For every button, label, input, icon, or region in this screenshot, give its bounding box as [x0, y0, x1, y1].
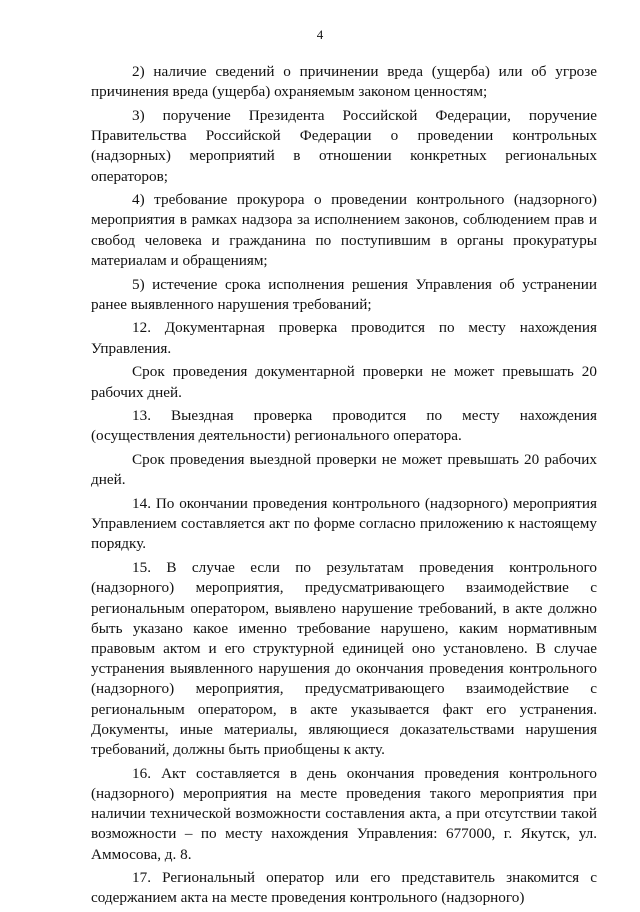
paragraph-item-3: 3) поручение Президента Российской Федерации, поручение Правительства Российской Федерации о проведении контрольных (надзорных) мероприятий в отношении конкретных региональных операторов; [91, 106, 597, 185]
paragraph-clause-16: 16. Акт составляется в день окончания проведения контрольного (надзорного) мероприятия на месте проведения такого мероприятия при наличии технической возможности составления акта, а при отсутствии такой возможности – по месту нахождения Управления: 677000, г. Якутск, ул. Аммосова, д. 8. [91, 764, 597, 863]
paragraph-item-2: 2) наличие сведений о причинении вреда (ущерба) или об угрозе причинения вреда (ущерба) охраняемым законом ценностям; [91, 63, 597, 101]
paragraph-clause-15: 15. В случае если по результатам проведения контрольного (надзорного) мероприятия, предусматривающего взаимодействие с региональным оператором, выявлено нарушение требований, в акте должно быть указано какое именно требование нарушено, каким нормативным правовым актом и его структурной единицей оно установлено. В случае устранения выявленного нарушения до окончания проведения контрольного (надзорного) мероприятия, предусматривающего взаимодействие с региональным оператором, в акте указывается факт его устранения. Документы, иные материалы, являющиеся доказательствами нарушения требований, должны быть приобщены к акту. [91, 559, 597, 758]
paragraph-clause-17: 17. Региональный оператор или его представитель знакомится с содержанием акта на месте проведения контрольного (надзорного) [91, 869, 597, 907]
paragraph-item-5: 5) истечение срока исполнения решения Управления об устранении ранее выявленного нарушения требований; [91, 275, 597, 313]
page-number: 4 [316, 27, 324, 42]
paragraph-item-4: 4) требование прокурора о проведении контрольного (надзорного) мероприятия в рамках надзора за исполнением законов, соблюдением прав и свобод человека и гражданина по поступившим в органы прокуратуры материалам и обращениям; [91, 191, 597, 269]
paragraph-clause-14: 14. По окончании проведения контрольного (надзорного) мероприятия Управлением составляется акт по форме согласно приложению к настоящему порядку. [91, 495, 597, 553]
paragraph-clause-12: 12. Документарная проверка проводится по месту нахождения Управления. [91, 319, 597, 357]
paragraph-clause-12-term: Срок проведения документарной проверки не может превышать 20 рабочих дней. [91, 363, 597, 401]
paragraph-clause-13-term: Срок проведения выездной проверки не может превышать 20 рабочих дней. [91, 451, 597, 489]
paragraph-clause-13: 13. Выездная проверка проводится по месту нахождения (осуществления деятельности) регионального оператора. [91, 407, 597, 445]
document-body [91, 62, 597, 912]
